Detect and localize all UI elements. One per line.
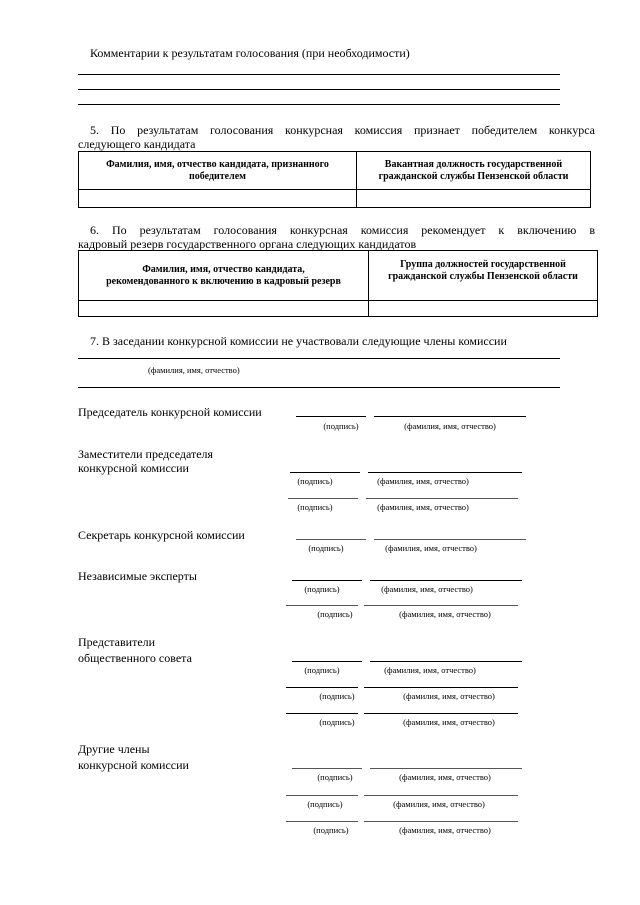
- winner-table: [78, 151, 591, 208]
- comments-label: Комментарии к результатам голосования (при необходимости): [90, 46, 410, 60]
- signature-caption: (подпись): [297, 502, 333, 512]
- absent-members-caption: (фамилия, имя, отчество): [148, 365, 240, 375]
- other3-signature-line[interactable]: [286, 821, 358, 822]
- signature-caption: (подпись): [323, 421, 359, 431]
- other1-fio-line[interactable]: [370, 768, 522, 769]
- absent-members-line-2[interactable]: [78, 387, 560, 388]
- absent-members-line-1[interactable]: [78, 358, 560, 359]
- experts-label: Независимые эксперты: [78, 569, 197, 583]
- secretary-signature-line[interactable]: [296, 539, 366, 540]
- comment-line-3[interactable]: [78, 104, 560, 105]
- fio-caption: (фамилия, имя, отчество): [399, 825, 491, 835]
- section5-text-line2: следующего кандидата: [78, 137, 196, 151]
- deputies-label-line2: конкурсной комиссии: [78, 461, 189, 475]
- chairman-fio-line[interactable]: [374, 416, 526, 417]
- signature-caption: (подпись): [319, 717, 355, 727]
- signature-caption: (подпись): [317, 609, 353, 619]
- fio-caption: (фамилия, имя, отчество): [404, 421, 496, 431]
- deputies-label-line1: Заместители председателя: [78, 447, 214, 461]
- candidate-col-header: Фамилия, имя, отчество кандидата, рекомендованного к включению в кадровый резерв: [79, 251, 369, 301]
- section6-text-line1: 6. По результатам голосования конкурсная комиссия рекомендует к включению в: [90, 223, 595, 237]
- signature-caption: (подпись): [304, 584, 340, 594]
- other1-signature-line[interactable]: [292, 768, 362, 769]
- section5-text-line1: 5. По результатам голосования конкурсная комиссия признает победителем конкурса: [90, 123, 595, 137]
- comment-line-2[interactable]: [78, 89, 560, 90]
- public1-fio-line[interactable]: [370, 661, 522, 662]
- public-council-label-line2: общественного совета: [78, 651, 192, 665]
- expert1-signature-line[interactable]: [292, 580, 362, 581]
- expert1-fio-line[interactable]: [370, 580, 522, 581]
- signature-caption: (подпись): [304, 665, 340, 675]
- section7-text: 7. В заседании конкурсной комиссии не участвовали следующие члены комиссии: [90, 334, 507, 348]
- fio-caption: (фамилия, имя, отчество): [403, 691, 495, 701]
- fio-caption: (фамилия, имя, отчество): [399, 609, 491, 619]
- signature-caption: (подпись): [319, 691, 355, 701]
- fio-caption: (фамилия, имя, отчество): [377, 502, 469, 512]
- secretary-fio-line[interactable]: [374, 539, 526, 540]
- fio-caption: (фамилия, имя, отчество): [393, 799, 485, 809]
- deputy1-fio-line[interactable]: [368, 472, 522, 473]
- candidate-cell[interactable]: [79, 301, 369, 317]
- other-members-label-line1: Другие члены: [78, 742, 150, 756]
- comment-line-1[interactable]: [78, 74, 560, 75]
- fio-caption: (фамилия, имя, отчество): [377, 476, 469, 486]
- winner-cell[interactable]: [79, 190, 357, 208]
- deputy2-fio-line[interactable]: [366, 498, 518, 499]
- other-members-label-line2: конкурсной комиссии: [78, 758, 189, 772]
- signature-caption: (подпись): [313, 825, 349, 835]
- position-group-cell[interactable]: [369, 301, 598, 317]
- deputy1-signature-line[interactable]: [290, 472, 360, 473]
- fio-caption: (фамилия, имя, отчество): [399, 772, 491, 782]
- chairman-signature-line[interactable]: [296, 416, 366, 417]
- position-cell[interactable]: [357, 190, 591, 208]
- position-group-col-header: Группа должностей государственной гражданской службы Пензенской области: [369, 251, 598, 301]
- expert2-signature-line[interactable]: [286, 605, 358, 606]
- signature-caption: (подпись): [297, 476, 333, 486]
- position-col-header: Вакантная должность государственной гражданской службы Пензенской области: [357, 152, 591, 190]
- expert2-fio-line[interactable]: [364, 605, 518, 606]
- signature-caption: (подпись): [317, 772, 353, 782]
- fio-caption: (фамилия, имя, отчество): [403, 717, 495, 727]
- other2-signature-line[interactable]: [286, 795, 358, 796]
- public3-fio-line[interactable]: [364, 713, 518, 714]
- deputy2-signature-line[interactable]: [288, 498, 358, 499]
- public1-signature-line[interactable]: [292, 661, 362, 662]
- section6-text-line2: кадровый резерв государственного органа следующих кандидатов: [78, 237, 417, 251]
- public2-signature-line[interactable]: [286, 687, 358, 688]
- fio-caption: (фамилия, имя, отчество): [381, 584, 473, 594]
- chairman-label: Председатель конкурсной комиссии: [78, 405, 262, 419]
- signature-caption: (подпись): [307, 799, 343, 809]
- fio-caption: (фамилия, имя, отчество): [384, 665, 476, 675]
- other3-fio-line[interactable]: [364, 821, 518, 822]
- public2-fio-line[interactable]: [364, 687, 518, 688]
- other2-fio-line[interactable]: [364, 795, 518, 796]
- winner-col-header: Фамилия, имя, отчество кандидата, признанного победителем: [79, 152, 357, 190]
- public-council-label-line1: Представители: [78, 635, 156, 649]
- fio-caption: (фамилия, имя, отчество): [385, 543, 477, 553]
- reserve-table: [78, 250, 598, 317]
- public3-signature-line[interactable]: [286, 713, 358, 714]
- secretary-label: Секретарь конкурсной комиссии: [78, 528, 245, 542]
- signature-caption: (подпись): [308, 543, 344, 553]
